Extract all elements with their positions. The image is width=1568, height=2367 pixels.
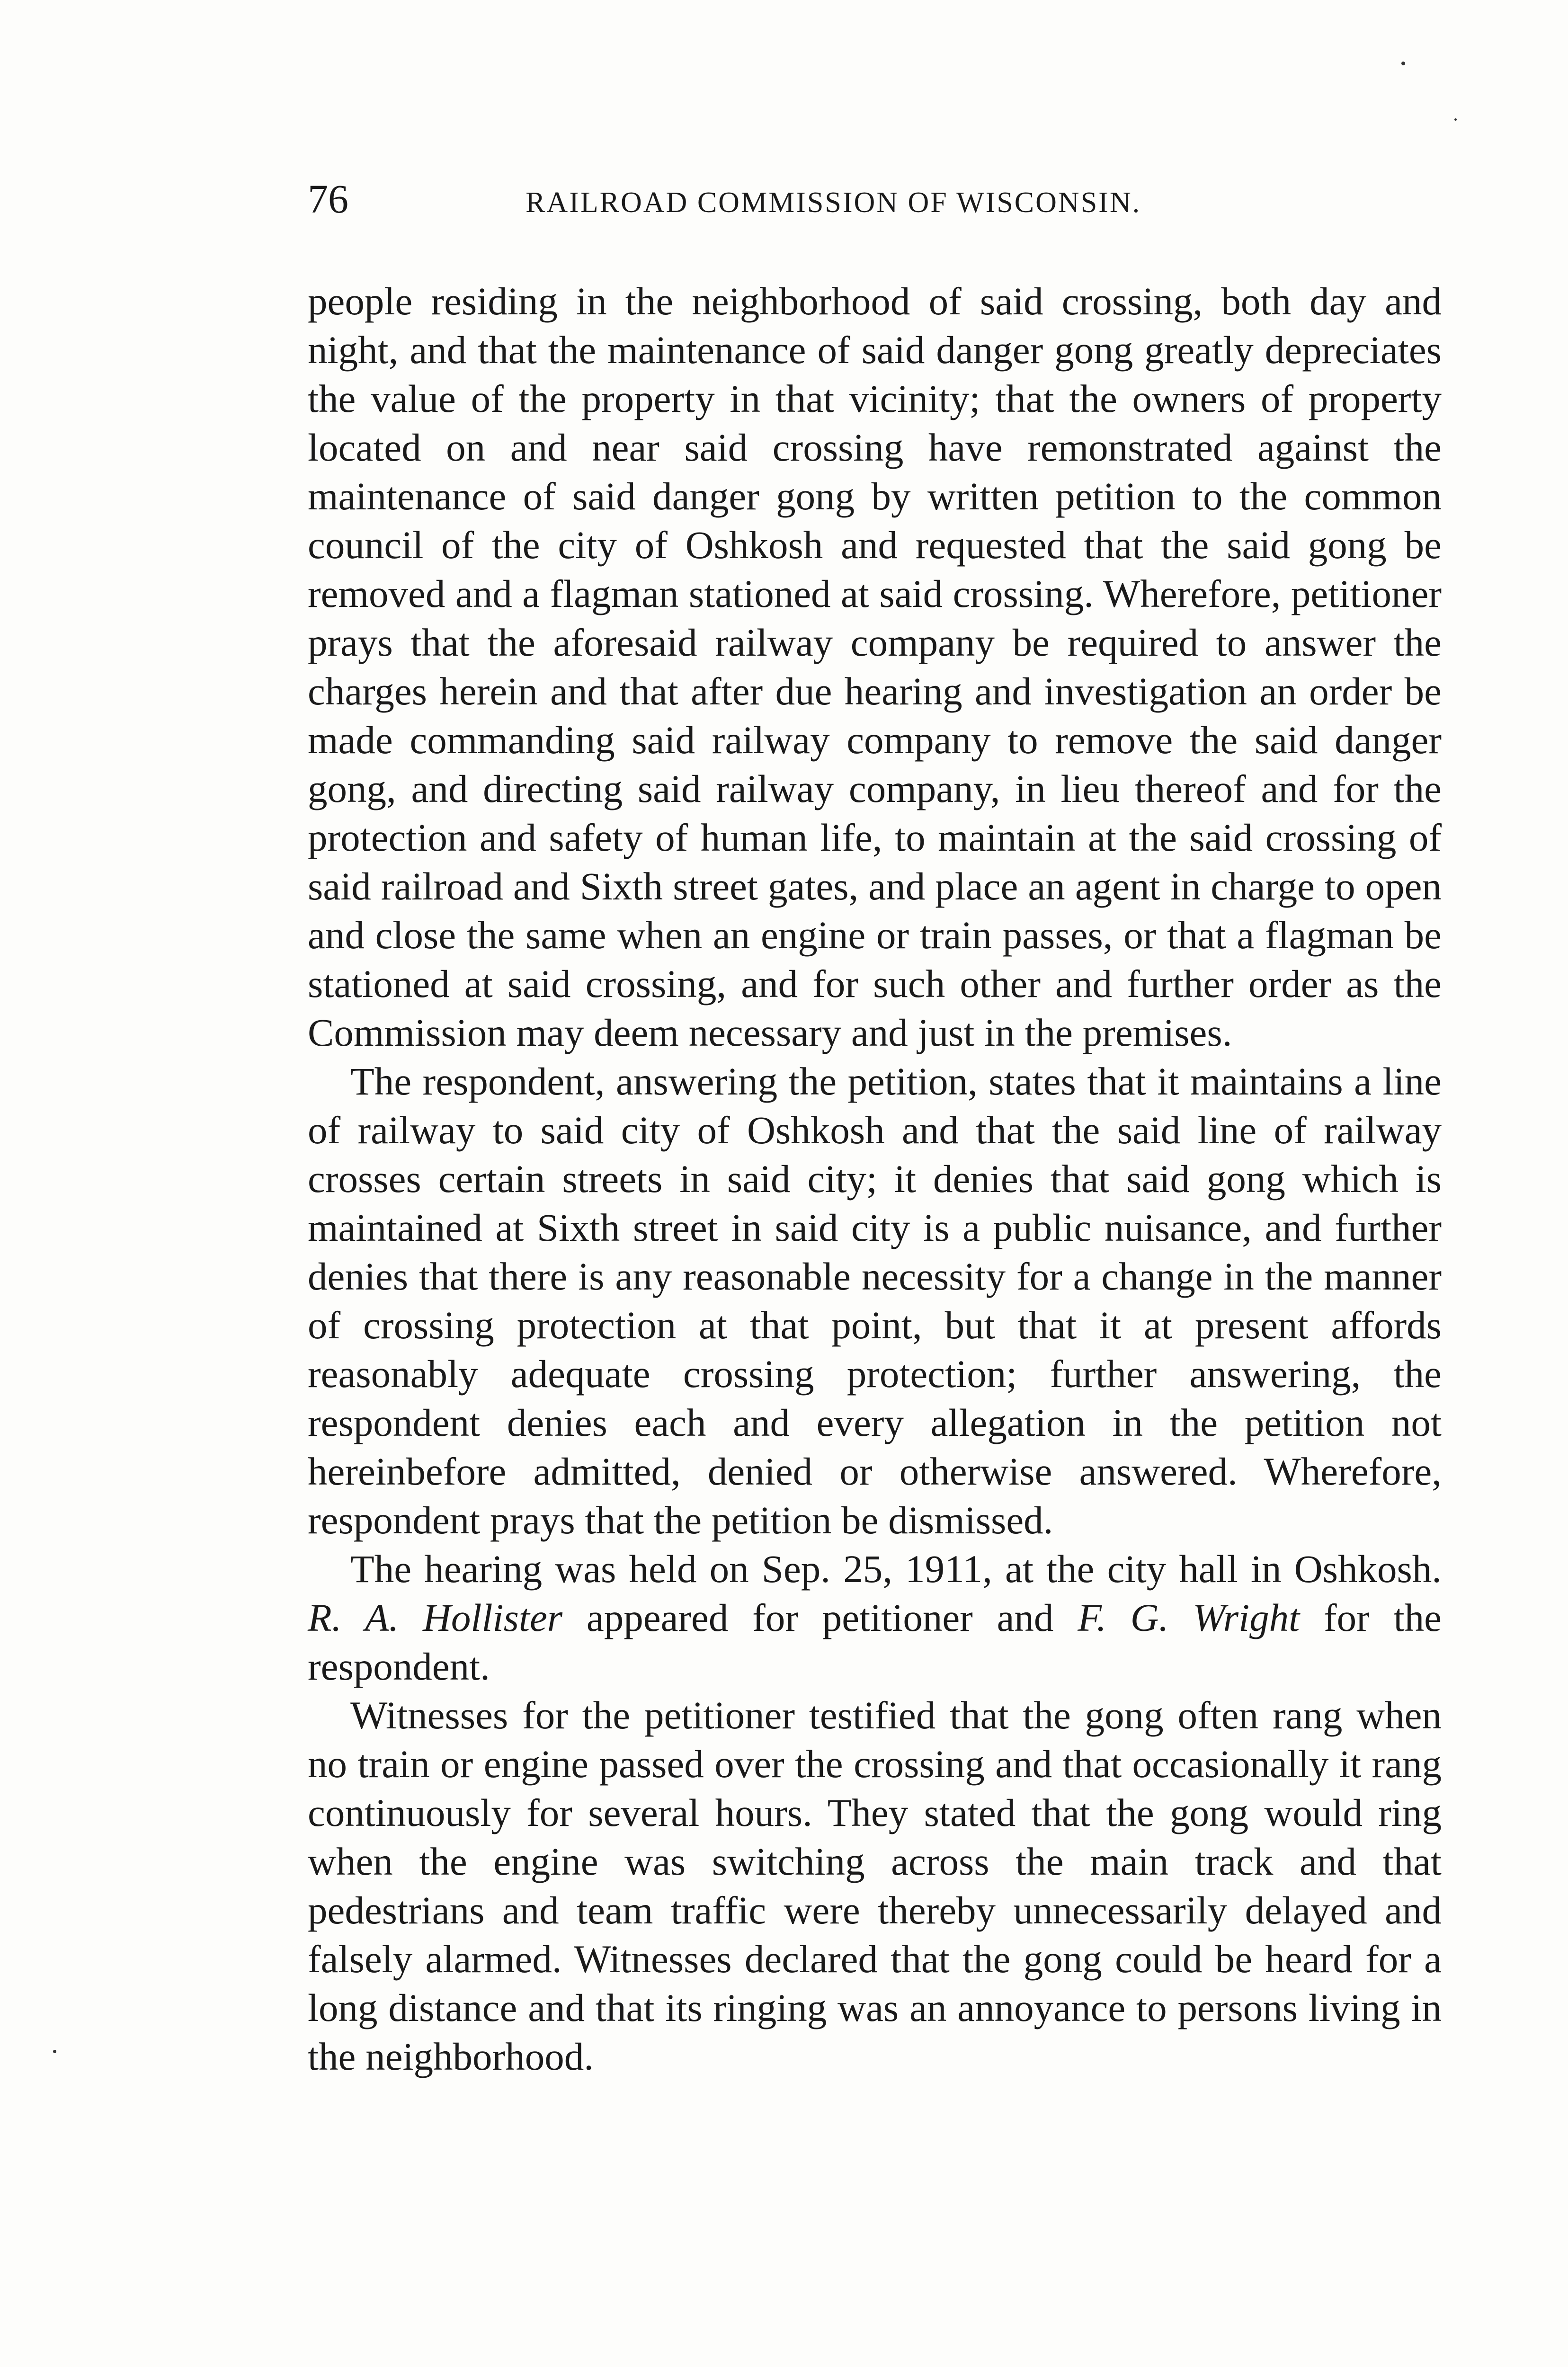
running-head: RAILROAD COMMISSION OF WISCONSIN. xyxy=(526,187,1141,219)
hearing-text-part1: The hearing was held on Sep. 25, 1911, at the city hall in Oshkosh. xyxy=(350,1547,1442,1591)
scan-speck xyxy=(53,2050,56,2053)
hearing-text-part3: for the respondent. xyxy=(308,1596,1442,1688)
scan-speck xyxy=(1454,118,1457,121)
hearing-text-part2: appeared for petitioner and xyxy=(562,1596,1078,1639)
paragraph-witnesses: Witnesses for the petitioner testified that the gong often rang when no train or engine passed over the crossing and that occasionally it rang continuously for several hours. They stated that the gong would ring when the engine was switching across the main track and that pedestrians and team traffic were thereby unnecessarily delayed and falsely alarmed. Witnesses declared that the gong could be heard for a long distance and that its ringing was an annoyance to persons living in the neighborhood. xyxy=(308,1693,1442,2078)
page-number: 76 xyxy=(308,176,348,222)
counsel-name-respondent: F. G. Wright xyxy=(1078,1596,1300,1639)
paragraph-hearing xyxy=(308,1545,1442,1691)
paragraph-respondent-answer: The respondent, answering the petition, states that it maintains a line of railway to said city of Oshkosh and that the said line of railway crosses certain streets in said city; it denies that said gong which is maintained at Sixth street in said city is a public nuisance, and further denies that there is any reasonable necessity for a change in the manner of crossing protection at that point, but that it at present affords reasonably adequate crossing protection; further answering, the respondent denies each and every allegation in the petition not hereinbefore admitted, denied or otherwise answered. Wherefore, respondent prays that the petition be dismissed. xyxy=(308,1059,1442,1542)
paragraph-continued: people residing in the neighborhood of said crossing, both day and night, and that the maintenance of said danger gong greatly depreciates the value of the property in that vicinity; that the owners of property located on and near said crossing have remonstrated against the maintenance of said danger gong by written petition to the common council of the city of Oshkosh and requested that the said gong be removed and a flagman stationed at said crossing. Wherefore, petitioner prays that the aforesaid railway company be required to answer the charges herein and that after due hearing and investigation an order be made commanding said railway company to remove the said danger gong, and directing said railway company, in lieu thereof and for the protection and safety of human life, to maintain at the said crossing of said railroad and Sixth street gates, and place an agent in charge to open and close the same when an engine or train passes, or that a flagman be stationed at said crossing, and for such other and further order as the Commission may deem necessary and just in the premises. xyxy=(308,279,1442,1054)
scan-speck xyxy=(1401,62,1405,65)
body-text xyxy=(308,277,1442,2081)
page-header xyxy=(308,175,1444,232)
counsel-name-petitioner: R. A. Hollister xyxy=(308,1596,563,1639)
